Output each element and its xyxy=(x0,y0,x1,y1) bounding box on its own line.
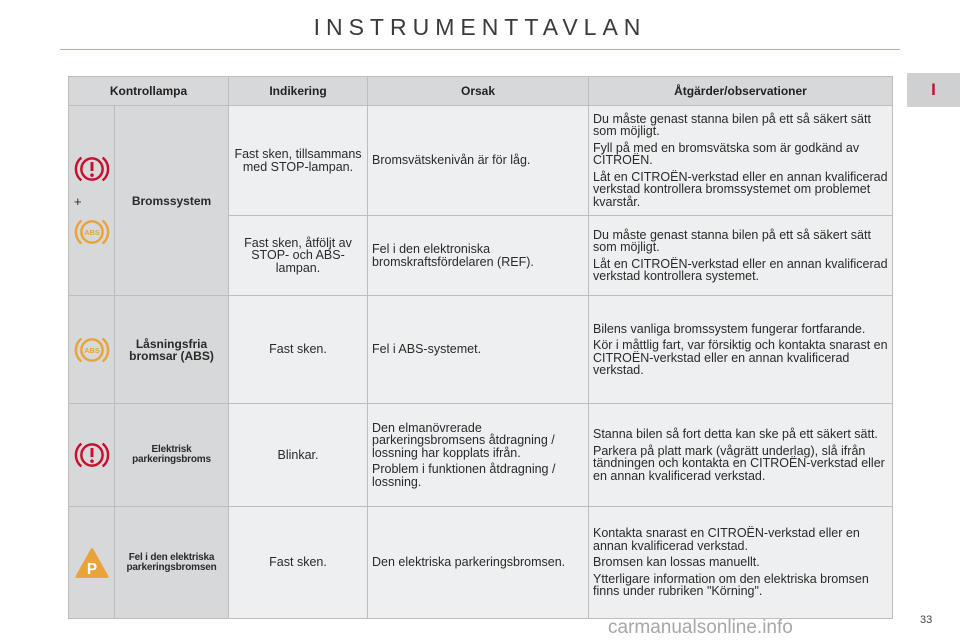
action-text: Stanna bilen så fort detta kan ske på ett säkert sätt. xyxy=(593,427,878,441)
cause xyxy=(368,216,589,296)
cause-text: Den elektriska parkeringsbromsen. xyxy=(372,555,566,570)
actions xyxy=(589,106,893,216)
icon-cell-epb-fault xyxy=(69,507,115,619)
action-text: Du måste genast stanna bilen på ett så säkert sätt som möjligt. xyxy=(593,111,871,139)
indication: Fast sken. xyxy=(229,296,368,404)
table-row xyxy=(69,296,893,404)
actions xyxy=(589,296,893,404)
abs-icon xyxy=(74,332,110,368)
icon-cell-bromssystem xyxy=(69,106,115,296)
cause-text: Problem i funktionen åtdragning / lossning. xyxy=(372,462,556,489)
table-header-row xyxy=(69,77,893,106)
cause xyxy=(368,404,589,507)
page-title: INSTRUMENTTAVLAN xyxy=(313,14,647,40)
icon-cell-epb xyxy=(69,404,115,507)
action-text: Ytterligare information om den elektriska bromsen finns under rubriken "Körning". xyxy=(593,571,869,599)
action-text: Fyll på med en bromsvätska som är godkänd av CITROËN. xyxy=(593,140,860,168)
warning-lamp-table xyxy=(68,76,893,619)
action-text: Låt en CITROËN-verkstad eller en annan kvalificerad verkstad kontrollera bromssystemet om problemet kvarstår. xyxy=(593,169,888,209)
brake-warning-icon xyxy=(74,151,110,187)
header-indikering: Indikering xyxy=(229,77,368,106)
action-text: Bilens vanliga bromssystem fungerar fortfarande. xyxy=(593,321,866,336)
action-text: Parkera på platt mark (vågrätt underlag), slå ifrån tändningen och kontakta en CITROËN-verkstad eller en annan kvalificerad verkstad. xyxy=(593,443,885,483)
table-row xyxy=(69,106,893,216)
chapter-tab[interactable]: I xyxy=(907,73,960,107)
abs-icon xyxy=(74,214,110,250)
table-row xyxy=(69,404,893,507)
indication: Fast sken. xyxy=(229,507,368,619)
action-text: Kontakta snarast en CITROËN-verkstad eller en annan kvalificerad verkstad. xyxy=(593,526,860,553)
table-row xyxy=(69,507,893,619)
cause xyxy=(368,507,589,619)
indication: Fast sken, åtföljt av STOP- och ABS-lampan. xyxy=(229,216,368,296)
watermark: carmanualsonline.info xyxy=(608,617,793,638)
cause-text: Den elmanövrerade parkeringsbromsens åtdragning / lossning har kopplats ifrån. xyxy=(372,420,555,460)
lamp-name: Elektrisk parkeringsbroms xyxy=(115,404,229,507)
cause xyxy=(368,106,589,216)
plus-sign: + xyxy=(74,194,82,209)
action-text: Låt en CITROËN-verkstad eller en annan kvalificerad verkstad kontrollera systemet. xyxy=(593,256,888,283)
action-text: Kör i måttlig fart, var försiktig och kontakta snarast en CITROËN-verkstad eller en annan kvalificerad verkstad. xyxy=(593,338,888,377)
actions xyxy=(589,216,893,296)
cause-text: Bromsvätskenivån är för låg. xyxy=(372,153,531,168)
actions xyxy=(589,404,893,507)
cause-text: Fel i ABS-systemet. xyxy=(372,342,482,357)
lamp-name: Fel i den elektriska parkeringsbromsen xyxy=(115,507,229,619)
lamp-name: Bromssystem xyxy=(115,106,229,296)
actions xyxy=(589,507,893,619)
header-atgarder: Åtgärder/observationer xyxy=(589,77,893,106)
parking-brake-fault-icon xyxy=(73,546,111,580)
header-orsak: Orsak xyxy=(368,77,589,106)
action-text: Bromsen kan lossas manuellt. xyxy=(593,555,760,570)
cause xyxy=(368,296,589,404)
action-text: Du måste genast stanna bilen på ett så säkert sätt som möjligt. xyxy=(593,227,871,254)
icon-cell-abs xyxy=(69,296,115,404)
page-number: 33 xyxy=(920,614,933,626)
title-divider xyxy=(60,49,900,50)
cause-text: Fel i den elektroniska bromskraftsfördelaren (REF). xyxy=(372,242,534,269)
header-kontrollampa: Kontrollampa xyxy=(69,77,229,106)
indication: Blinkar. xyxy=(229,404,368,507)
brake-warning-icon xyxy=(74,437,110,473)
lamp-name: Låsningsfria bromsar (ABS) xyxy=(115,296,229,404)
indication: Fast sken, tillsammans med STOP-lampan. xyxy=(229,106,368,216)
